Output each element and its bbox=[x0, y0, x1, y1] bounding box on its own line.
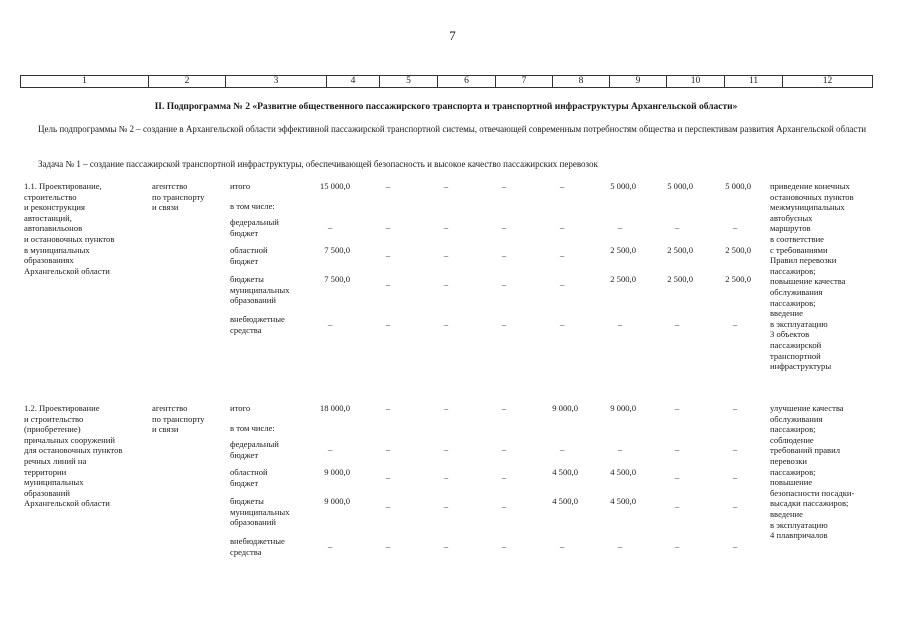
measure-result-line: безопасности посадки- bbox=[770, 487, 855, 498]
funding-dash: – bbox=[559, 250, 565, 261]
measure-name-line: и реконструкция bbox=[24, 202, 85, 213]
measure-name-line: 1.2. Проектирование bbox=[24, 403, 100, 413]
funding-dash: – bbox=[617, 444, 623, 455]
measure-result-line: повышение bbox=[770, 477, 813, 488]
measure-result-line: 3 объектов bbox=[770, 329, 810, 340]
funding-dash: – bbox=[443, 403, 449, 413]
funding-source bbox=[230, 403, 302, 414]
funding-dash: – bbox=[385, 501, 391, 512]
funding-dash: – bbox=[501, 403, 507, 413]
funding-source-line: бюджет bbox=[230, 449, 259, 460]
measure-name-line: причальных сооружений bbox=[24, 434, 115, 445]
funding-dash: – bbox=[732, 472, 738, 483]
funding-dash: – bbox=[385, 250, 391, 261]
funding-dash: – bbox=[443, 472, 449, 483]
funding-value: 18 000,0 bbox=[319, 403, 350, 413]
funding-source bbox=[230, 467, 302, 488]
funding-value: 4 500,0 bbox=[610, 467, 636, 477]
funding-source-line: средства bbox=[230, 324, 262, 335]
funding-dash: – bbox=[501, 181, 507, 191]
funding-source-line: бюджеты bbox=[230, 274, 264, 284]
column-number: 1 bbox=[21, 76, 149, 88]
funding-source-line: областной bbox=[230, 245, 268, 255]
funding-dash: – bbox=[501, 541, 507, 552]
funding-source bbox=[230, 217, 302, 238]
funding-value: 7 500,0 bbox=[324, 274, 350, 284]
funding-dash: – bbox=[385, 279, 391, 290]
funding-dash: – bbox=[443, 319, 449, 330]
funding-source bbox=[230, 314, 302, 335]
goal-text: Цель подпрограммы № 2 – создание в Архангельской области эффективной пассажирской транспортной системы, отвечающей современным потребностям общества и перспективам развития Архангельской области bbox=[38, 124, 867, 134]
funding-dash: – bbox=[501, 222, 507, 233]
funding-dash: – bbox=[732, 501, 738, 512]
funding-dash: – bbox=[674, 222, 680, 233]
column-number: 6 bbox=[438, 76, 496, 88]
measure-result-line: с требованиями bbox=[770, 244, 828, 255]
measure-executor-line: и связи bbox=[152, 424, 179, 435]
measure-result-line: пассажиров; bbox=[770, 466, 816, 477]
measure-executor bbox=[152, 403, 227, 435]
funding-source-line: бюджет bbox=[230, 477, 259, 488]
funding-dash: – bbox=[559, 279, 565, 290]
funding-source bbox=[230, 496, 302, 528]
funding-dash: – bbox=[674, 403, 680, 413]
funding-dash: – bbox=[385, 319, 391, 330]
subprogram-title: II. Подпрограмма № 2 «Развитие общественного пассажирского транспорта и транспортной инфраструктуры Архангельской области» bbox=[154, 102, 738, 112]
funding-value: 2 500,0 bbox=[667, 274, 693, 284]
measure-name-line: образований bbox=[24, 487, 70, 498]
measure-result-line: обслуживания bbox=[770, 413, 823, 424]
measure-executor-line: по транспорту bbox=[152, 413, 205, 424]
funding-dash: – bbox=[501, 319, 507, 330]
funding-dash: – bbox=[501, 279, 507, 290]
funding-dash: – bbox=[501, 250, 507, 261]
measure-name-line: в муниципальных bbox=[24, 244, 90, 255]
measure-name-line: территории bbox=[24, 466, 67, 477]
funding-dash: – bbox=[732, 319, 738, 330]
funding-dash: – bbox=[443, 181, 449, 191]
funding-dash: – bbox=[385, 403, 391, 413]
measure-name-line: (приобретение) bbox=[24, 424, 81, 435]
funding-dash: – bbox=[559, 181, 565, 191]
funding-dash: – bbox=[327, 541, 333, 552]
measure-result-line: межмуниципальных bbox=[770, 202, 845, 213]
funding-dash: – bbox=[327, 222, 333, 233]
measure-result-line: улучшение качества bbox=[770, 403, 844, 413]
measure-result bbox=[770, 403, 872, 541]
measure-name-line: строительство bbox=[24, 191, 77, 202]
funding-dash: – bbox=[501, 472, 507, 483]
funding-source bbox=[230, 245, 302, 266]
funding-source-line: образований bbox=[230, 295, 276, 306]
measure-name-line: автостанций, bbox=[24, 212, 72, 223]
funding-source-line: внебюджетные bbox=[230, 314, 285, 324]
funding-dash: – bbox=[327, 444, 333, 455]
funding-dash: – bbox=[732, 444, 738, 455]
column-number: 8 bbox=[553, 76, 610, 88]
measure-executor-line: агентство bbox=[152, 403, 188, 413]
funding-dash: – bbox=[443, 250, 449, 261]
funding-value: 4 500,0 bbox=[552, 467, 578, 477]
funding-value: 4 500,0 bbox=[552, 496, 578, 506]
funding-source-line: федеральный bbox=[230, 217, 279, 227]
measure-name-line: 1.1. Проектирование, bbox=[24, 181, 102, 191]
funding-source bbox=[230, 274, 302, 306]
column-number: 9 bbox=[610, 76, 667, 88]
measure-result-line: в эксплуатацию bbox=[770, 318, 828, 329]
funding-dash: – bbox=[443, 279, 449, 290]
funding-source bbox=[230, 536, 302, 557]
funding-source-line: муниципальных bbox=[230, 284, 290, 295]
funding-source-line: внебюджетные bbox=[230, 536, 285, 546]
measure-result-line: остановочных пунктов bbox=[770, 191, 854, 202]
measure-result-line: требований правил bbox=[770, 445, 841, 456]
funding-dash: – bbox=[501, 501, 507, 512]
funding-source-line: в том числе: bbox=[230, 423, 275, 433]
funding-source bbox=[230, 439, 302, 460]
funding-source-line: областной bbox=[230, 467, 268, 477]
funding-source-line: бюджеты bbox=[230, 496, 264, 506]
column-number: 12 bbox=[783, 76, 873, 88]
measure-name-line: муниципальных bbox=[24, 477, 84, 488]
measure-result-line: пассажиров; bbox=[770, 265, 816, 276]
funding-source-line: в том числе: bbox=[230, 201, 275, 211]
measure-name-line: и остановочных пунктов bbox=[24, 233, 115, 244]
column-number: 2 bbox=[149, 76, 226, 88]
measure-result-line: в эксплуатацию bbox=[770, 519, 828, 530]
funding-value: 7 500,0 bbox=[324, 245, 350, 255]
measure-name bbox=[24, 403, 149, 509]
funding-dash: – bbox=[443, 541, 449, 552]
funding-value: 2 500,0 bbox=[667, 245, 693, 255]
measure-result-line: приведение конечных bbox=[770, 181, 850, 191]
funding-value: 5 000,0 bbox=[725, 181, 751, 191]
funding-value: 9 000,0 bbox=[324, 496, 350, 506]
column-number: 5 bbox=[380, 76, 438, 88]
funding-source-line: образований bbox=[230, 517, 276, 528]
funding-dash: – bbox=[327, 319, 333, 330]
measure-result-line: введение bbox=[770, 508, 803, 519]
funding-value: 5 000,0 bbox=[610, 181, 636, 191]
funding-dash: – bbox=[443, 501, 449, 512]
funding-dash: – bbox=[559, 222, 565, 233]
funding-value: 5 000,0 bbox=[667, 181, 693, 191]
funding-dash: – bbox=[732, 222, 738, 233]
funding-value: 9 000,0 bbox=[324, 467, 350, 477]
funding-dash: – bbox=[674, 472, 680, 483]
measure-result bbox=[770, 181, 872, 372]
measure-result-line: введение bbox=[770, 308, 803, 319]
measure-result-line: 4 плавпричалов bbox=[770, 530, 828, 541]
funding-dash: – bbox=[443, 444, 449, 455]
funding-dash: – bbox=[674, 541, 680, 552]
funding-dash: – bbox=[385, 541, 391, 552]
measure-result-line: пассажиров; bbox=[770, 297, 816, 308]
column-number: 11 bbox=[725, 76, 783, 88]
measure-name-line: для остановочных пунктов bbox=[24, 445, 123, 456]
funding-source-line: итого bbox=[230, 181, 251, 191]
funding-value: 9 000,0 bbox=[552, 403, 578, 413]
funding-value: 2 500,0 bbox=[725, 274, 751, 284]
measure-name-line: образованиях bbox=[24, 255, 74, 266]
measure-result-line: маршрутов bbox=[770, 223, 811, 234]
column-number: 4 bbox=[327, 76, 380, 88]
measure-result-line: перевозки bbox=[770, 455, 807, 466]
funding-dash: – bbox=[674, 319, 680, 330]
funding-dash: – bbox=[559, 319, 565, 330]
funding-dash: – bbox=[559, 444, 565, 455]
page-number: 7 bbox=[449, 28, 456, 43]
funding-dash: – bbox=[385, 181, 391, 191]
task-text: Задача № 1 – создание пассажирской транспортной инфраструктуры, обеспечивающей безопасность и высокое качество пассажирских перевозок bbox=[38, 159, 598, 169]
measure-name-line: Архангельской области bbox=[24, 498, 110, 509]
funding-source-line: итого bbox=[230, 403, 251, 413]
funding-dash: – bbox=[617, 222, 623, 233]
measure-executor-line: агентство bbox=[152, 181, 188, 191]
measure-result-line: транспортной bbox=[770, 350, 821, 361]
measure-name-line: Архангельской области bbox=[24, 265, 110, 276]
funding-value: 15 000,0 bbox=[319, 181, 350, 191]
funding-value: 4 500,0 bbox=[610, 496, 636, 506]
funding-source-line: средства bbox=[230, 546, 262, 557]
measure-name-line: автопавильонов bbox=[24, 223, 83, 234]
measure-name-line: и строительство bbox=[24, 413, 84, 424]
measure-result-line: высадки пассажиров; bbox=[770, 498, 849, 509]
funding-dash: – bbox=[674, 444, 680, 455]
funding-dash: – bbox=[732, 403, 738, 413]
funding-source bbox=[230, 201, 302, 212]
column-number: 10 bbox=[667, 76, 725, 88]
funding-value: 9 000,0 bbox=[610, 403, 636, 413]
measure-result-line: пассажиров; bbox=[770, 424, 816, 435]
funding-value: 2 500,0 bbox=[725, 245, 751, 255]
measure-result-line: соблюдение bbox=[770, 434, 814, 445]
measure-result-line: Правил перевозки bbox=[770, 255, 837, 266]
measure-executor-line: по транспорту bbox=[152, 191, 205, 202]
funding-dash: – bbox=[559, 541, 565, 552]
measure-executor-line: и связи bbox=[152, 202, 179, 213]
funding-source bbox=[230, 181, 302, 192]
funding-value: 2 500,0 bbox=[610, 274, 636, 284]
column-number: 3 bbox=[226, 76, 327, 88]
funding-source bbox=[230, 423, 302, 434]
measure-name bbox=[24, 181, 149, 276]
measure-name-line: речных линий на bbox=[24, 455, 87, 466]
funding-source-line: муниципальных bbox=[230, 506, 290, 517]
funding-source-line: бюджет bbox=[230, 255, 259, 266]
measure-result-line: инфраструктуры bbox=[770, 361, 832, 372]
funding-source-line: бюджет bbox=[230, 227, 259, 238]
funding-dash: – bbox=[732, 541, 738, 552]
funding-dash: – bbox=[617, 541, 623, 552]
funding-dash: – bbox=[385, 222, 391, 233]
measure-result-line: автобусных bbox=[770, 212, 813, 223]
funding-dash: – bbox=[501, 444, 507, 455]
funding-dash: – bbox=[674, 501, 680, 512]
funding-dash: – bbox=[385, 472, 391, 483]
funding-dash: – bbox=[443, 222, 449, 233]
column-number-header bbox=[20, 75, 873, 88]
funding-source-line: федеральный bbox=[230, 439, 279, 449]
measure-result-line: повышение качества bbox=[770, 276, 846, 287]
measure-result-line: обслуживания bbox=[770, 286, 823, 297]
column-number: 7 bbox=[496, 76, 553, 88]
measure-result-line: в соответствие bbox=[770, 233, 824, 244]
measure-result-line: пассажирской bbox=[770, 339, 822, 350]
funding-value: 2 500,0 bbox=[610, 245, 636, 255]
measure-executor bbox=[152, 181, 227, 213]
funding-dash: – bbox=[617, 319, 623, 330]
funding-dash: – bbox=[385, 444, 391, 455]
